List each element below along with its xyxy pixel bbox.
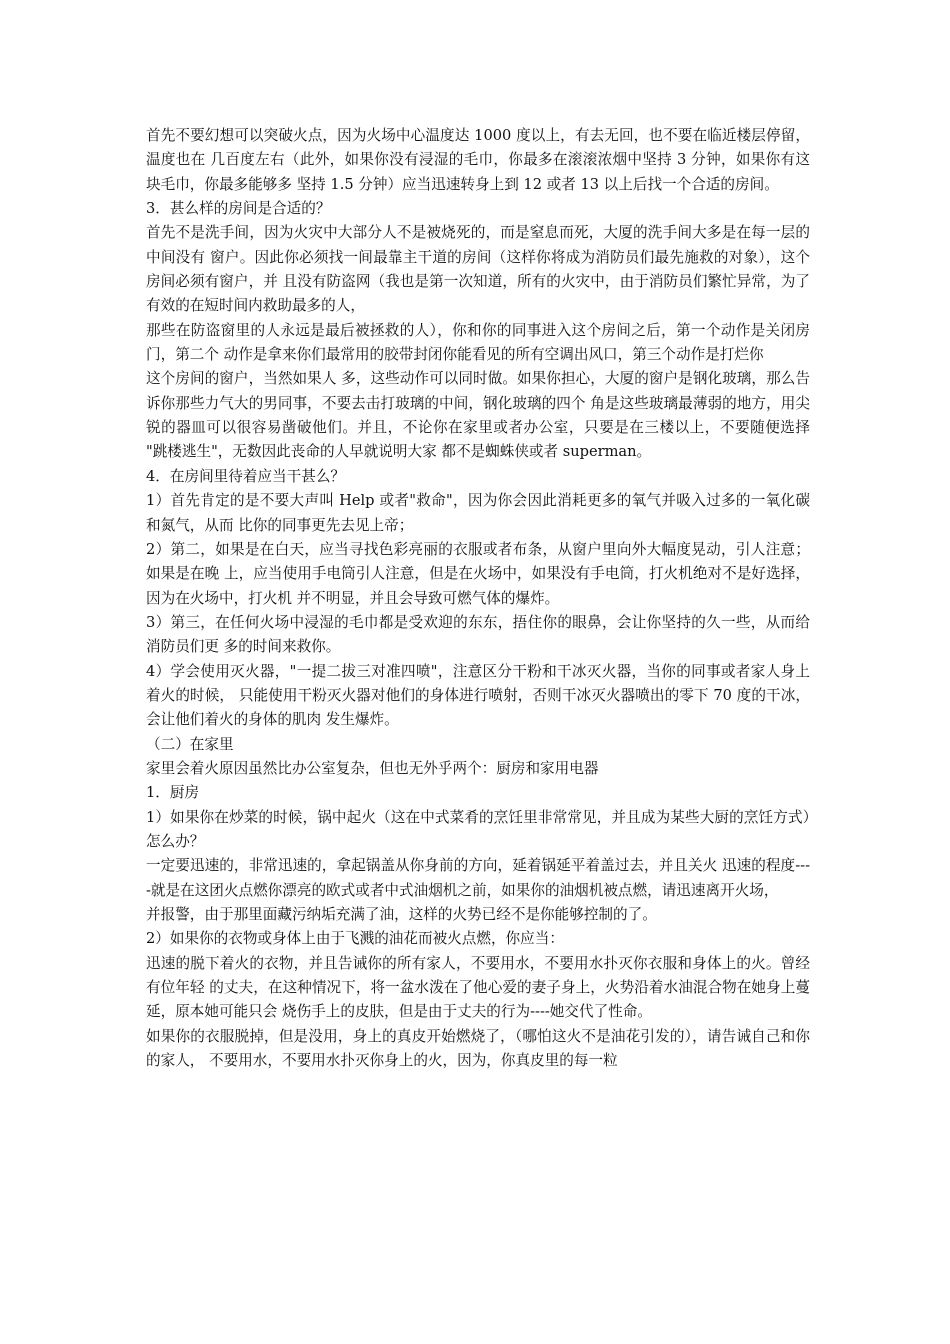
paragraph: 首先不要幻想可以突破火点，因为火场中心温度达 1000 度以上，有去无回，也不要在临近楼层停留，温度也在 几百度左右（此外，如果你没有浸湿的毛巾，你最多在滚滚浓烟中坚持 3 分钟，如果你有这块毛巾，你最多能够多 坚持 1.5 分钟）应当迅速转身上到 12 或者 13 以上后找一个合适的房间。	[146, 127, 810, 193]
paragraph: 那些在防盗窗里的人永远是最后被拯救的人），你和你的同事进入这个房间之后，第一个动作是关闭房门，第二个 动作是拿来你们最常用的胶带封闭你能看见的所有空调出风口，第三个动作是打烂你	[146, 321, 810, 364]
paragraph: 并报警，由于那里面藏污纳垢充满了油，这样的火势已经不是你能够控制的了。	[146, 906, 657, 923]
section-heading: 4．在房间里待着应当干甚么？	[146, 467, 346, 485]
list-item: 2）如果你的衣物或身体上由于飞溅的油花而被火点燃，你应当：	[146, 930, 564, 948]
paragraph: 一定要迅速的，非常迅速的，拿起锅盖从你身前的方向，延着锅延平着盖过去，并且关火 迅速的程度----就是在这团火点燃你漂亮的欧式或者中式油烟机之前，如果你的油烟机被点燃，请迅速离开火场，	[146, 857, 810, 899]
section-heading: （二）在家里	[146, 735, 234, 753]
list-item: 2）第二，如果是在白天，应当寻找色彩亮丽的衣服或者布条，从窗户里向外大幅度晃动，引人注意；如果是在晚 上，应当使用手电筒引人注意，但是在火场中，如果没有手电筒，打火机绝对不是好选择，因为在火场中，打火机 并不明显，并且会导致可燃气体的爆炸。	[146, 540, 810, 607]
section-heading: 3．甚么样的房间是合适的？	[146, 200, 331, 218]
list-item: 1）如果你在炒菜的时候，锅中起火（这在中式菜肴的烹饪里非常常见，并且成为某些大厨的烹饪方式）怎么办？	[146, 808, 810, 850]
list-item: 4）学会使用灭火器，"一提二拔三对准四喷"，注意区分干粉和干冰灭火器，当你的同事或者家人身上着火的时候， 只能使用干粉灭火器对他们的身体进行喷射，否则干冰灭火器喷出的零下 70 度的干冰，会让他们着火的身体的肌肉 发生爆炸。	[146, 662, 810, 729]
paragraph: 首先不是洗手间，因为火灾中大部分人不是被烧死的，而是窒息而死，大厦的洗手间大多是在每一层的中间没有 窗户。因此你必须找一间最靠主干道的房间（这样你将成为消防员们最先施救的对象），这个房间必须有窗户，并 且没有防盗网（我也是第一次知道，所有的火灾中，由于消防员们繁忙异常，为了有效的在短时间内救助最多的人，	[146, 224, 810, 315]
section-heading: 1．厨房	[146, 784, 200, 802]
paragraph: 这个房间的窗户，当然如果人 多，这些动作可以同时做。如果你担心，大厦的窗户是钢化玻璃，那么告诉你那些力气大的男同事，不要去击打玻璃的中间，钢化玻璃的四个 角是这些玻璃最薄弱的地方，用尖锐的器皿可以很容易凿破他们。并且，不论你在家里或者办公室，只要是在三楼以上，不要随便选择 "跳楼逃生"，无数因此丧命的人早就说明大家 都不是蜘蛛侠或者 superman。	[146, 370, 810, 461]
paragraph: 迅速的脱下着火的衣物，并且告诫你的所有家人，不要用水，不要用水扑灭你衣服和身体上的火。曾经有位年轻 的丈夫，在这种情况下，将一盆水泼在了他心爱的妻子身上，火势沿着水油混合物在她身上蔓延，原本她可能只会 烧伤手上的皮肤，但是由于丈夫的行为----她交代了性命。	[146, 954, 810, 1021]
document-body	[146, 124, 810, 1073]
paragraph: 如果你的衣服脱掉，但是没用，身上的真皮开始燃烧了，（哪怕这火不是油花引发的），请告诫自己和你的家人， 不要用水，不要用水扑灭你身上的火，因为，你真皮里的每一粒	[146, 1027, 810, 1070]
list-item: 1）首先肯定的是不要大声叫 Help 或者"救命"，因为你会因此消耗更多的氧气并吸入过多的一氧化碳和氮气，从而 比你的同事更先去见上帝；	[146, 492, 810, 534]
list-item: 3）第三，在任何火场中浸湿的毛巾都是受欢迎的东东，捂住你的眼鼻，会让你坚持的久一些，从而给消防员们更 多的时间来救你。	[146, 613, 810, 656]
paragraph: 家里会着火原因虽然比办公室复杂，但也无外乎两个：厨房和家用电器	[146, 759, 599, 777]
